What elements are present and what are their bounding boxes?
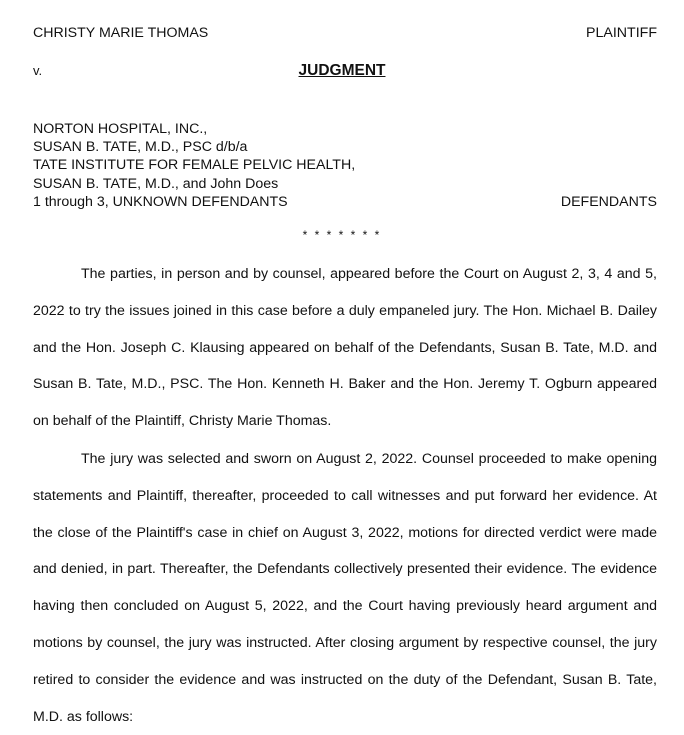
defendants-label: DEFENDANTS [560,194,657,210]
defendant-line: 1 through 3, UNKNOWN DEFENDANTS [33,194,288,210]
paragraph-text: The jury was selected and sworn on August 2, 2022. Counsel proceeded to make opening statements and Plaintiff, thereafter, proceeded to call witnesses and put forward her evidence. At the close of the Plaintiff's case in chief on August 3, 2022, motions for directed verdict were made and denied, in part. Thereafter, the Defendants collectively presented their evidence. The evidence having then concluded on August 5, 2022, and the Court having previously heard argument and motions by counsel, the jury was instructed. After closing argument by respective counsel, the jury retired to consider the evidence and was instructed on the duty of the Defendant, Susan B. Tate, M.D. as follows: [33,451,657,725]
defendant-line: SUSAN B. TATE, M.D., PSC d/b/a [33,139,248,155]
paragraph-trial-proceedings [33,441,657,735]
document-title: JUDGMENT [298,62,386,79]
defendant-line: SUSAN B. TATE, M.D., and John Does [33,176,279,192]
paragraph-appearances [33,256,657,440]
defendant-line: NORTON HOSPITAL, INC., [33,121,208,137]
paragraph-text: The parties, in person and by counsel, appeared before the Court on August 2, 3, 4 and 5, 2022 to try the issues joined in this case before a duly empaneled jury. The Hon. Michael B. Dailey and the Hon. Joseph C. Klausing appeared on behalf of the Defendants, Susan B. Tate, M.D. and Susan B. Tate, M.D., PSC. The Hon. Kenneth H. Baker and the Hon. Jeremy T. Ogburn appeared on behalf of the Plaintiff, Christy Marie Thomas. [33,266,657,430]
defendant-line: TATE INSTITUTE FOR FEMALE PELVIC HEALTH, [33,157,356,173]
section-separator: * * * * * * * [302,228,382,242]
plaintiff-label: PLAINTIFF [586,25,657,41]
plaintiff-name: CHRISTY MARIE THOMAS [33,25,209,41]
versus-label: v. [33,63,43,78]
